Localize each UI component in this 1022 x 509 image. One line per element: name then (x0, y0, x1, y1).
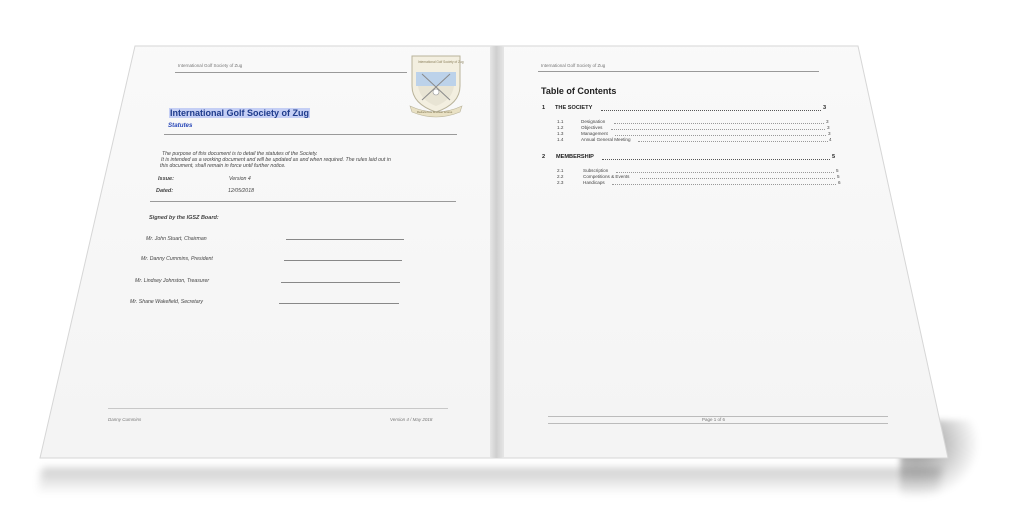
signed-by-label: Signed by the IGSZ Board: (149, 215, 219, 221)
toc-item-2-1-number[interactable]: 2.1 (557, 168, 564, 173)
signatory-4: Mr. Shane Wakefield, Secretary (130, 299, 203, 305)
toc-item-1-3-title[interactable]: Management (581, 131, 608, 136)
signatory-2: Mr. Danny Cummins, President (141, 256, 213, 262)
left-running-header: International Golf Society of Zug (178, 63, 243, 68)
toc-leader-2 (602, 159, 830, 160)
right-running-header: International Golf Society of Zug (541, 63, 606, 68)
left-footer-rule (108, 408, 448, 409)
toc-item-1-4-title[interactable]: Annual General Meeting (581, 137, 631, 142)
right-header-rule (538, 71, 819, 72)
toc-leader-1-4 (638, 141, 828, 142)
toc-item-2-2-title[interactable]: Competitions & Events (583, 174, 630, 179)
signatory-3: Mr. Lindsey Johnston, Treasurer (135, 278, 210, 284)
toc-section-1-title[interactable]: THE SOCIETY (555, 105, 593, 111)
toc-section-1-number[interactable]: 1 (542, 105, 546, 111)
toc-item-2-3-title[interactable]: Handicaps (583, 180, 605, 185)
crest-text: International Golf Society of Zug (418, 60, 464, 64)
page-shadow (38, 468, 942, 494)
toc-item-1-3-page[interactable]: 3 (828, 131, 831, 136)
document-title: International Golf Society of Zug (170, 108, 310, 118)
toc-item-1-3-number[interactable]: 1.3 (557, 131, 564, 136)
toc-item-1-2-page[interactable]: 3 (827, 125, 830, 130)
signatory-1: Mr. John Stuart, Chairman (146, 236, 207, 242)
dated-value: 12/05/2018 (228, 188, 254, 194)
title-rule (164, 134, 457, 135)
toc-item-2-3-page[interactable]: 6 (838, 180, 841, 185)
issue-label: Issue: (158, 176, 174, 182)
left-footer-version: Version 4 / May 2018 (390, 417, 433, 422)
toc-item-1-1-number[interactable]: 1.1 (557, 119, 564, 124)
right-footer-page-number: Page 1 of 6 (702, 417, 726, 422)
toc-item-1-2-number[interactable]: 1.2 (557, 125, 564, 130)
left-footer-author: Danny Cummins (108, 417, 142, 422)
toc-item-2-3-number[interactable]: 2.3 (557, 180, 564, 185)
toc-item-1-4-number[interactable]: 1.4 (557, 137, 564, 142)
details-rule (150, 201, 456, 202)
signature-line-1 (286, 239, 404, 240)
crest-banner: Reduce fore & Lower scores (417, 110, 453, 114)
issue-value: Version 4 (229, 176, 251, 182)
toc-title: Table of Contents (541, 86, 617, 96)
dated-label: Dated: (156, 188, 174, 194)
signature-line-2 (284, 260, 402, 261)
toc-item-2-1-title[interactable]: Subscription (583, 168, 609, 173)
toc-item-1-1-page[interactable]: 3 (826, 119, 829, 124)
toc-section-2-page[interactable]: 5 (832, 154, 836, 160)
toc-item-1-1-title[interactable]: Designation (581, 119, 606, 124)
toc-leader-1-1 (614, 123, 824, 124)
toc-section-2-title[interactable]: MEMBERSHIP (556, 154, 594, 160)
signature-line-4 (279, 303, 399, 304)
toc-leader-1-2 (611, 129, 825, 130)
toc-item-1-2-title[interactable]: Objectives (581, 125, 603, 130)
toc-item-2-2-page[interactable]: 5 (837, 174, 840, 179)
toc-section-1-page[interactable]: 3 (823, 105, 827, 111)
toc-leader-2-2 (640, 178, 835, 179)
toc-item-1-4-page[interactable]: 4 (829, 137, 832, 142)
toc-leader-1 (601, 110, 821, 111)
toc-item-2-2-number[interactable]: 2.2 (557, 174, 564, 179)
toc-leader-1-3 (615, 135, 826, 136)
signature-line-3 (281, 282, 400, 283)
document-subtitle: Statutes (168, 122, 193, 129)
toc-leader-2-1 (616, 172, 834, 173)
toc-item-2-1-page[interactable]: 5 (836, 168, 839, 173)
toc-section-2-number[interactable]: 2 (542, 154, 546, 160)
purpose-line-2: It is intended as a working document and will be updated as and when required. The rules laid out in (161, 157, 391, 163)
page-spine (490, 46, 504, 458)
left-header-rule (175, 72, 407, 73)
toc-leader-2-3 (612, 184, 836, 185)
purpose-line-1: The purpose of this document is to detail the statutes of the Society. (162, 151, 318, 157)
purpose-line-3: this document, shall remain in force until further notice. (160, 163, 286, 169)
